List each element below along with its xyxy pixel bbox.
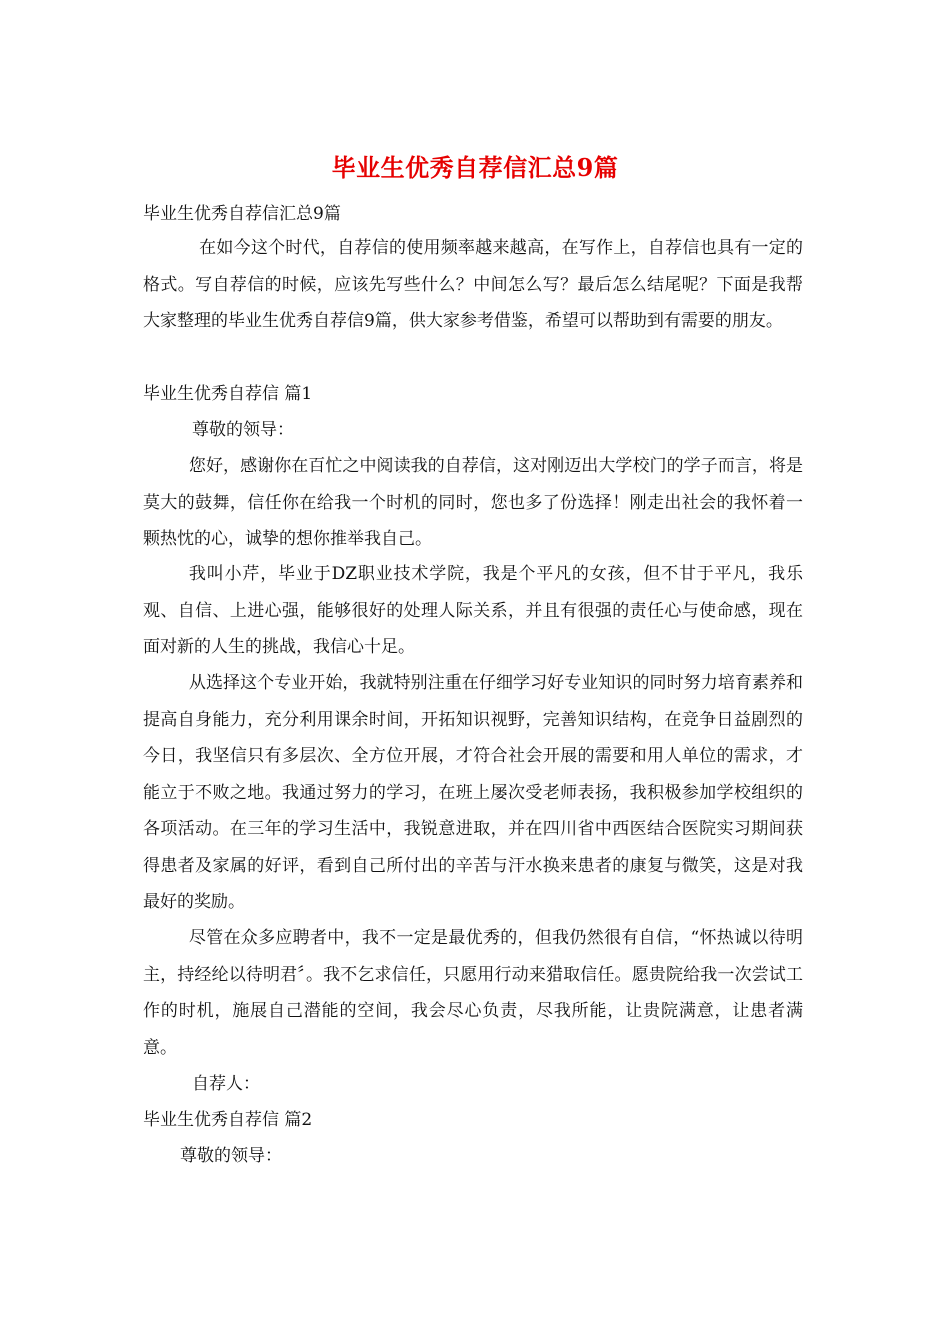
section-1-body (143, 920, 803, 1066)
intro-paragraph-block (143, 230, 803, 340)
section-heading-2: 毕业生优秀自荐信 篇2 (143, 1110, 313, 1130)
section-1-body (143, 665, 803, 921)
salutation-1: 尊敬的领导： (192, 420, 294, 440)
document-title: 毕业生优秀自荐信汇总9篇 (331, 153, 619, 182)
closing-signature: 自荐人： (192, 1074, 260, 1094)
body-paragraph: 我叫小芹，毕业于DZ职业技术学院，我是个平凡的女孩，但不甘于平凡，我乐观、自信、上进心强，能够很好的处理人际关系，并且有很强的责任心与使命感，现在面对新的人生的挑战，我信心十足。 (143, 564, 803, 657)
section-1-body (143, 448, 803, 558)
section-1-body (143, 556, 803, 666)
body-paragraph: 尽管在众多应聘者中，我不一定是最优秀的，但我仍然很有自信，“怀热诚以待明主，持经纶以待明君〞。我不乞求信任，只愿用行动来猎取信任。愿贵院给我一次尝试工作的时机，施展自己潜能的空间，我会尽心负责，尽我所能，让贵院满意，让患者满意。 (143, 928, 803, 1058)
section-heading-1: 毕业生优秀自荐信 篇1 (143, 384, 313, 404)
body-paragraph: 从选择这个专业开始，我就特别注重在仔细学习好专业知识的同时努力培育素养和提高自身能力，充分利用课余时间，开拓知识视野，完善知识结构，在竞争日益剧烈的今日，我坚信只有多层次、全方位开展，才符合社会开展的需要和用人单位的需求，才能立于不败之地。我通过努力的学习，在班上屡次受老师表扬，我积极参加学校组织的各项活动。在三年的学习生活中，我锐意进取，并在四川省中西医结合医院实习期间获得患者及家属的好评，看到自己所付出的辛苦与汗水换来患者的康复与微笑，这是对我最好的奖励。 (143, 673, 803, 912)
intro-paragraph: 在如今这个时代，自荐信的使用频率越来越高，在写作上，自荐信也具有一定的格式。写自荐信的时候，应该先写些什么？中间怎么写？最后怎么结尾呢？下面是我帮大家整理的毕业生优秀自荐信9篇，供大家参考借鉴，希望可以帮助到有需要的朋友。 (143, 238, 803, 331)
salutation-2: 尊敬的领导： (180, 1146, 282, 1166)
document-subtitle: 毕业生优秀自荐信汇总9篇 (143, 204, 341, 224)
body-paragraph: 您好，感谢你在百忙之中阅读我的自荐信，这对刚迈出大学校门的学子而言，将是莫大的鼓舞，信任你在给我一个时机的同时，您也多了份选择！刚走出社会的我怀着一颗热忱的心，诚挚的想你推举我自己。 (143, 456, 803, 549)
